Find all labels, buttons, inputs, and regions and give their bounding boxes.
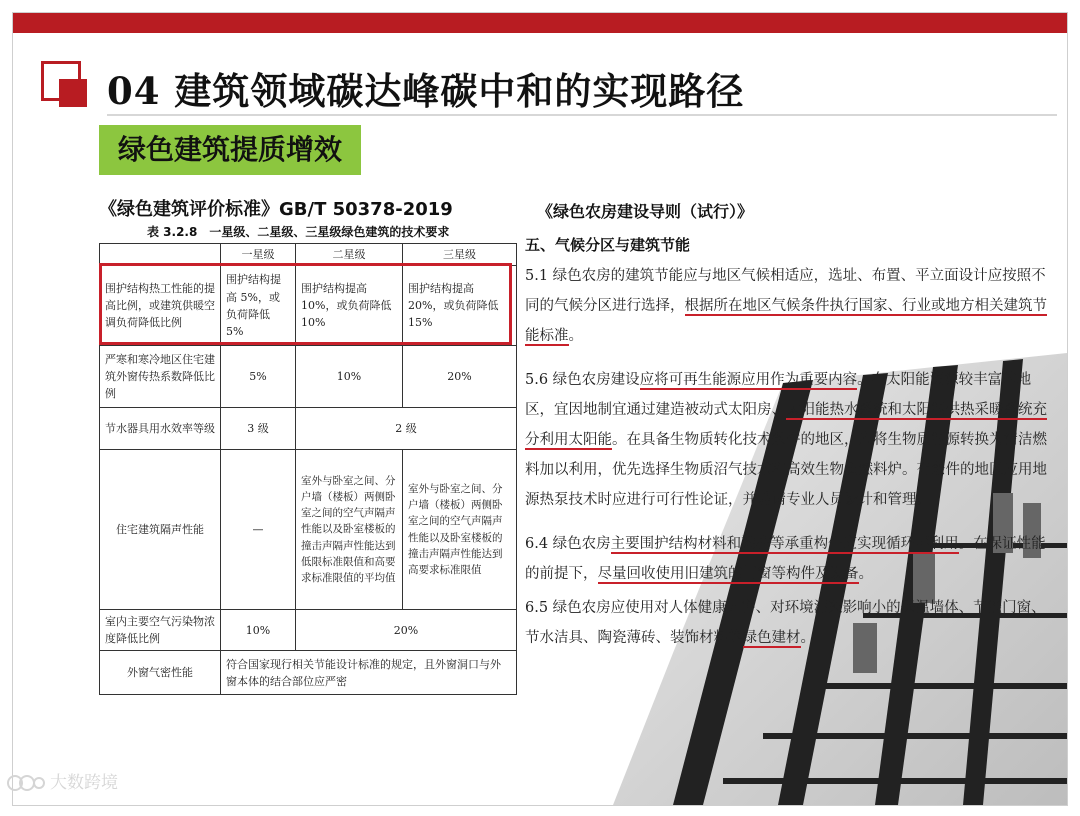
slide [12,12,1068,806]
title-divider [107,114,1057,116]
paragraph-5-1: 5.1 绿色农房的建筑节能应与地区气候相适应，选址、布置、平立面设计应按照不同的气候分区进行选择，根据所在地区气候条件执行国家、行业或地方相关建筑节能标准。 [525,268,1047,344]
guideline-title: 《绿色农房建设导则（试行）》 [537,202,754,221]
table-cell: 20% [296,610,517,651]
table-row [100,450,517,610]
table-cell: — [221,450,296,610]
top-bar [13,13,1067,33]
table-cell: 住宅建筑隔声性能 [100,450,221,610]
table-row [100,266,517,346]
table-cell: 围护结构提高 5%，或负荷降低 5% [221,266,296,346]
underlined-text: 应将可再生能源应用作为重要内容 [639,372,858,388]
table-cell: 10% [221,610,296,651]
table-cell: 严寒和寒冷地区住宅建筑外窗传热系数降低比例 [100,346,221,408]
page-title: 04 建筑领域碳达峰碳中和的实现路径 [107,69,745,113]
table-cell: 10% [296,346,403,408]
underlined-text: 根据所在地区气候条件执行国家、行业或地方相关建筑节能标准 [525,298,1047,344]
table-row [100,346,517,408]
paragraph-6-5: 6.5 绿色农房应使用对人体健康无害、对环境污染影响小的保温墙体、节能门窗、节水洁具、陶瓷薄砖、装饰材料等绿色建材。 [525,600,1046,646]
table-cell: 20% [403,346,517,408]
table-cell: 室外与卧室之间、分户墙（楼板）两侧卧室之间的空气声隔声性能以及卧室楼板的撞击声隔声性能达到高要求标准限值 [403,450,517,610]
requirements-table [99,243,517,695]
section-logo-icon [41,61,91,107]
table-cell: 室外与卧室之间、分户墙（楼板）两侧卧室之间的空气声隔声性能以及卧室楼板的撞击声隔声性能达到低限标准限值和高要求标准限值的平均值 [296,450,403,610]
table-cell: 3 级 [221,408,296,450]
topic-tag: 绿色建筑提质增效 [99,125,361,175]
underlined-text: 绿色建材 [742,630,801,646]
underlined-text: 尽量回收使用旧建筑的门窗等构件及设备 [597,566,859,582]
table-cell: 节水器具用水效率等级 [100,408,221,450]
table-row [100,610,517,651]
table-row [100,408,517,450]
table-cell: 室内主要空气污染物浓度降低比例 [100,610,221,651]
header-cell: 三星级 [403,244,517,266]
table-cell: 2 级 [296,408,517,450]
table-cell: 外窗气密性能 [100,651,221,695]
standard-title: 《绿色建筑评价标准》GB/T 50378-2019 [99,199,453,220]
underlined-text: 主要围护结构材料和梁柱等承重构件应实现循环再利用 [610,536,959,552]
table-row [100,651,517,695]
header-cell [100,244,221,266]
underlined-text: 太阳能热水系统和太阳能供热采暖系统充分利用太阳能 [525,402,1047,448]
section-heading: 五、气候分区与建筑节能 [525,236,691,254]
table-cell: 5% [221,346,296,408]
table-cell: 围护结构热工性能的提高比例，或建筑供暖空调负荷降低比例 [100,266,221,346]
header-cell: 二星级 [296,244,403,266]
table-caption: 表 3.2.8 一星级、二星级、三星级绿色建筑的技术要求 [147,225,450,239]
table-cell: 围护结构提高 20%，或负荷降低 15% [403,266,517,346]
paragraph-5-6: 5.6 绿色农房建设应将可再生能源应用作为重要内容。在太阳能资源较丰富的地区，宜因地制宜通过建造被动式太阳房、太阳能热水系统和太阳能供热采暖系统充分利用太阳能。在具备生物质转化技术条件的地区，应将生物质能源转换为清洁燃料加以利用，优先选择生物质沼气技术和高效生物质燃料炉。有条件的地区应用地源热泵技术时应进行可行性论证，并聘请专业人员设计和管理。 [525,372,1047,508]
header-cell: 一星级 [221,244,296,266]
paragraph-6-4: 6.4 绿色农房主要围护结构材料和梁柱等承重构件应实现循环再利用。在保证性能的前提下，尽量回收使用旧建筑的门窗等构件及设备。 [525,536,1046,582]
watermark-logo-icon [6,773,46,793]
table-cell: 围护结构提高 10%，或负荷降低 10% [296,266,403,346]
table-cell: 符合国家现行相关节能设计标准的规定，且外窗洞口与外窗本体的结合部位应严密 [221,651,517,695]
watermark: 大数跨境 [6,768,118,793]
table-header-row [100,244,517,266]
